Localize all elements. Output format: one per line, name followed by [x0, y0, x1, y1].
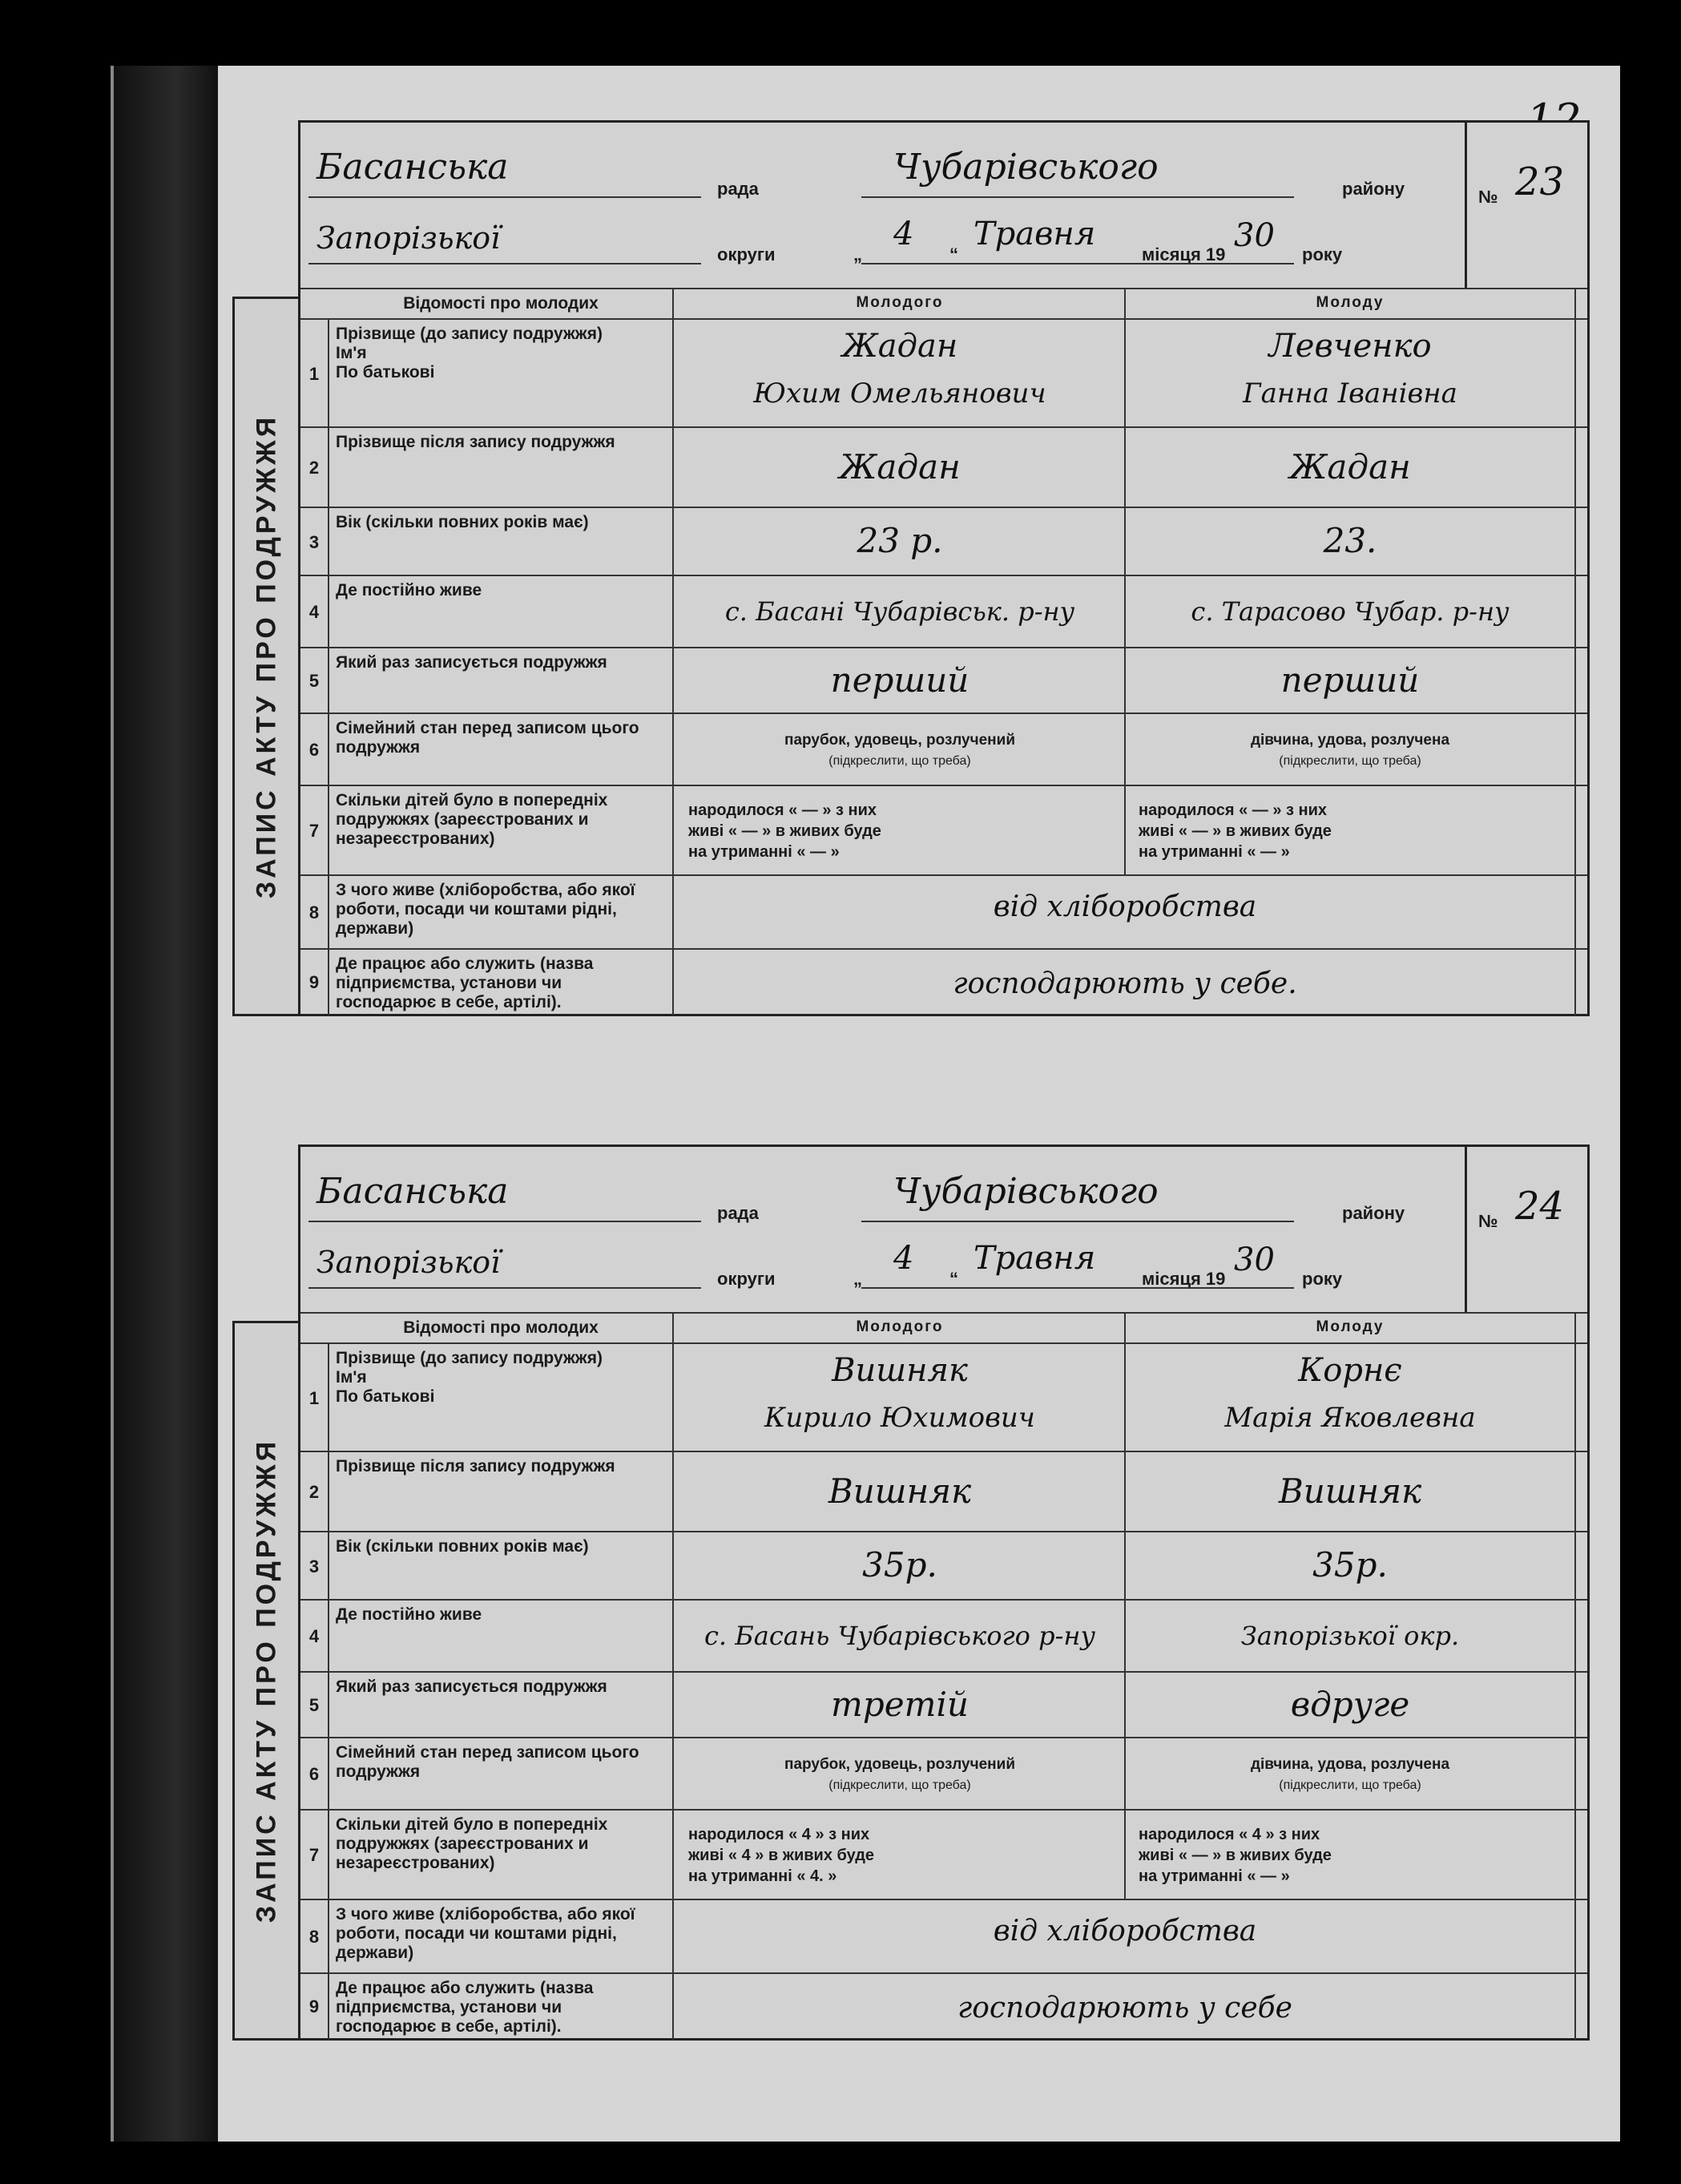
okruha-name: Запорізької	[316, 220, 501, 256]
bride-cell	[1126, 1532, 1576, 1601]
col-bride-cell	[1126, 289, 1576, 320]
bride-value: с. Тарасово Чубар. р-ну	[1191, 596, 1510, 627]
council-name: Басанська	[316, 1171, 509, 1212]
groom-value: перший	[830, 660, 969, 700]
groom-children-alive: живі « 4 » в живих буде	[688, 1847, 875, 1864]
groom-children-supported: на утриманні « 4. »	[688, 1867, 837, 1885]
col-bride: Молоду	[1316, 1318, 1385, 1335]
row-number: 5	[300, 648, 329, 714]
groom-surname: Вишняк	[832, 1352, 968, 1389]
groom-cell	[675, 1811, 1126, 1900]
bride-cell	[1126, 1452, 1576, 1532]
table-row	[300, 874, 1587, 950]
groom-children-born: народилося « — » з них	[688, 801, 877, 819]
row-number: 7	[300, 786, 329, 876]
bride-cell	[1126, 1738, 1576, 1811]
bride-status-note: (підкреслити, що треба)	[1279, 1778, 1421, 1792]
col-groom: Молодого	[856, 1318, 944, 1335]
groom-value: 23 р.	[857, 521, 943, 560]
bride-cell	[1126, 1601, 1576, 1673]
col-bride-cell	[1126, 1314, 1576, 1344]
col-info: Відомості про молодих	[329, 289, 674, 320]
okruha-label: округи	[717, 1269, 776, 1289]
row-number: 8	[300, 876, 329, 950]
row-label: Де працює або служить (назва підприємства, установи чи господарює в себе, артілі).	[329, 950, 674, 1015]
row-label: З чого живе (хліборобства, або якої роботи, посади чи коштами рідні, держави)	[329, 876, 674, 950]
district-name: Чубарівського	[893, 1171, 1159, 1212]
groom-cell	[675, 508, 1126, 576]
month-label: місяця 19	[1142, 1269, 1226, 1289]
bride-value: перший	[1280, 660, 1420, 700]
bride-children-born: народилося « 4 » з них	[1139, 1826, 1320, 1843]
bride-status-options: дівчина, удова, розлучена	[1250, 732, 1450, 749]
col-bride: Молоду	[1316, 294, 1385, 311]
record-year: 30	[1234, 217, 1275, 254]
bride-cell	[1126, 786, 1576, 876]
bride-cell	[1126, 714, 1576, 786]
bride-surname: Корнє	[1298, 1352, 1402, 1389]
number-label: №	[1478, 1211, 1498, 1231]
table-row	[300, 318, 1587, 428]
groom-status-options: парубок, удовець, розлучений	[784, 1756, 1016, 1773]
council-name: Басанська	[316, 147, 509, 188]
shared-value-cell	[675, 1974, 1576, 2040]
groom-status-note: (підкреслити, що треба)	[828, 1778, 971, 1792]
groom-status-note: (підкреслити, що треба)	[828, 754, 971, 768]
council-underline	[308, 196, 701, 198]
groom-cell	[675, 576, 1126, 648]
row-number: 4	[300, 576, 329, 648]
record-day: 4	[893, 1240, 914, 1277]
row-label: Вік (скільки повних років має)	[329, 1532, 674, 1601]
bride-children-alive: живі « — » в живих буде	[1139, 822, 1332, 840]
table-row	[300, 1972, 1587, 2040]
row-label: Скільки дітей було в попередніх подружжях (зареєстрованих и незареєстрованих)	[329, 786, 674, 876]
groom-cell	[675, 1601, 1126, 1673]
table-row	[300, 1671, 1587, 1738]
council-underline	[308, 1221, 701, 1222]
groom-cell	[675, 786, 1126, 876]
groom-surname: Жадан	[841, 328, 958, 365]
col-groom: Молодого	[856, 294, 944, 311]
table-row	[300, 1599, 1587, 1673]
bride-value: Вишняк	[1278, 1471, 1422, 1511]
groom-children-supported: на утриманні « — »	[688, 843, 840, 861]
groom-children-alive: живі « — » в живих буде	[688, 822, 881, 840]
table-row	[300, 785, 1587, 876]
row-number: 3	[300, 508, 329, 576]
row-label: Прізвище (до запису подружжя) Ім'я По батькові	[329, 320, 674, 428]
record-month: Травня	[974, 216, 1096, 252]
bride-cell	[1126, 1344, 1576, 1452]
district-label: району	[1342, 1203, 1405, 1223]
row-label: Вік (скільки повних років має)	[329, 508, 674, 576]
groom-value: Вишняк	[828, 1471, 972, 1511]
bride-given-names: Ганна Іванівна	[1243, 377, 1457, 410]
row-label: Прізвище після запису подружжя	[329, 1452, 674, 1532]
row-label: Сімейний стан перед записом цього подружжя	[329, 1738, 674, 1811]
record-number-box	[1465, 1147, 1587, 1312]
council-label: рада	[717, 179, 759, 199]
row-number: 8	[300, 1900, 329, 1974]
bride-value: вдруге	[1290, 1685, 1410, 1724]
marriage-record-1: Басанська рада Чубарівського району № 23 Запорізької округи „ 4 “ Травня місяця 19 30 року Відомості про молодих Молодого Молоду 1 Прізвище (до запису подружжя) Ім'я По батькові Жадан Юхим Омельянович Левченко Ганна Іванівна 2 Прізвище після запису подружжя Жадан Жадан 3 Вік (скільки повних років має) 23 р. 23. 4 Де постійно живе с. Басані Чубарівськ. р-ну с. Тарасово Чубар. р-ну 5 Який раз записується подружжя перший перший 6 Сімейний стан перед записом цього подружжя парубок, удовець, розлучений (підкреслити, що треба) дівчина, удова, розлучена (підкреслити, що треба) 7 Скільки дітей було в попередніх подружжях (зареєстрованих и незареєстрованих) народилося « — » з них живі « — » в живих буде на утриманні « — » народилося « — » з них живі « — » в живих буде на утриманні « — » 8 З чого живе (хліборобства, або якої роботи, посади чи коштами рідні, держави) від хліборобства 9 Де працює або служить (назва підприємства, установи чи господарює в себе, артілі). господарюють у себе.	[298, 120, 1590, 1016]
row-label: Сімейний стан перед записом цього подружжя	[329, 714, 674, 786]
col-groom-cell	[675, 1314, 1126, 1344]
row-label: Скільки дітей було в попередніх подружжях (зареєстрованих и незареєстрованих)	[329, 1811, 674, 1900]
row-number: 4	[300, 1601, 329, 1673]
date-underline	[861, 1287, 1294, 1289]
district-label: району	[1342, 179, 1405, 199]
bride-value: Запорізької окр.	[1240, 1621, 1460, 1651]
livelihood-value: від хліборобства	[993, 890, 1257, 923]
okruha-underline	[308, 1287, 701, 1289]
table-row	[300, 426, 1587, 508]
record-number: 24	[1515, 1184, 1565, 1229]
row-number: 1	[300, 320, 329, 428]
record-month: Травня	[974, 1240, 1096, 1277]
table-row	[300, 647, 1587, 714]
okruha-underline	[308, 263, 701, 264]
bride-status-options: дівчина, удова, розлучена	[1250, 1756, 1450, 1773]
record-year: 30	[1234, 1241, 1275, 1278]
side-title-strip	[232, 297, 299, 1016]
row-number: 9	[300, 1974, 329, 2040]
col-info: Відомості про молодих	[329, 1314, 674, 1344]
workplace-value: господарюють у себе	[957, 1992, 1292, 2025]
council-label: рада	[717, 1203, 759, 1223]
row-label: Прізвище (до запису подружжя) Ім'я По батькові	[329, 1344, 674, 1452]
groom-value: 35р.	[862, 1545, 937, 1585]
row-number: 7	[300, 1811, 329, 1900]
groom-cell	[675, 428, 1126, 508]
bride-cell	[1126, 508, 1576, 576]
groom-cell	[675, 320, 1126, 428]
shared-value-cell	[675, 1900, 1576, 1974]
groom-cell	[675, 714, 1126, 786]
side-title-strip	[232, 1321, 299, 2041]
groom-cell	[675, 1344, 1126, 1452]
side-title: ЗАПИС АКТУ ПРО ПОДРУЖЖЯ	[251, 1438, 282, 1924]
groom-cell	[675, 1532, 1126, 1601]
row-label: Де постійно живе	[329, 1601, 674, 1673]
table-row	[300, 713, 1587, 786]
bride-cell	[1126, 648, 1576, 714]
groom-cell	[675, 1452, 1126, 1532]
marriage-record-2: Басанська рада Чубарівського району № 24 Запорізької округи „ 4 “ Травня місяця 19 30 року Відомості про молодих Молодого Молоду 1 Прізвище (до запису подружжя) Ім'я По батькові Вишняк Кирило Юхимович Корнє Марія Яковлевна 2 Прізвище після запису подружжя Вишняк Вишняк 3 Вік (скільки повних років має) 35р. 35р. 4 Де постійно живе с. Басань Чубарівського р-ну Запорізької окр. 5 Який раз записується подружжя третій вдруге 6 Сімейний стан перед записом цього подружжя парубок, удовець, розлучений (підкреслити, що треба) дівчина, удова, розлучена (підкреслити, що треба) 7 Скільки дітей було в попередніх подружжях (зареєстрованих и незареєстрованих) народилося « 4 » з них живі « 4 » в живих буде на утриманні « 4. » народилося « 4 » з них живі « — » в живих буде на утриманні « — » 8 З чого живе (хліборобства, або якої роботи, посади чи коштами рідні, держави) від хліборобства 9 Де працює або служить (назва підприємства, установи чи господарює в себе, артілі). господарюють у себе	[298, 1144, 1590, 2041]
table-row	[300, 1737, 1587, 1811]
row-number: 5	[300, 1673, 329, 1738]
record-number-box	[1465, 123, 1587, 288]
column-header-row	[300, 288, 1587, 320]
row-number: 6	[300, 1738, 329, 1811]
bride-children-alive: живі « — » в живих буде	[1139, 1847, 1332, 1864]
record-day: 4	[893, 216, 914, 252]
row-label: Де працює або служить (назва підприємства, установи чи господарює в себе, артілі).	[329, 1974, 674, 2040]
table-row	[300, 1342, 1587, 1452]
table-row	[300, 1451, 1587, 1532]
bride-value: 35р.	[1312, 1545, 1388, 1585]
groom-cell	[675, 1673, 1126, 1738]
shared-value-cell	[675, 876, 1576, 950]
bride-cell	[1126, 1673, 1576, 1738]
groom-given-names: Юхим Омельянович	[753, 377, 1046, 410]
book-binding	[114, 66, 218, 2142]
bride-given-names: Марія Яковлевна	[1224, 1402, 1476, 1434]
table-row	[300, 1809, 1587, 1900]
bride-value: 23.	[1323, 521, 1377, 560]
groom-cell	[675, 648, 1126, 714]
table-row	[300, 575, 1587, 648]
record-number: 23	[1515, 159, 1565, 204]
year-label: року	[1302, 244, 1343, 264]
workplace-value: господарюють у себе.	[953, 967, 1297, 1000]
table-row	[300, 507, 1587, 576]
row-label: Прізвище після запису подружжя	[329, 428, 674, 508]
col-groom-cell	[675, 289, 1126, 320]
row-number: 2	[300, 1452, 329, 1532]
row-number: 6	[300, 714, 329, 786]
number-label: №	[1478, 187, 1498, 207]
table-row	[300, 1531, 1587, 1601]
bride-cell	[1126, 428, 1576, 508]
groom-value: Жадан	[839, 447, 961, 486]
side-title: ЗАПИС АКТУ ПРО ПОДРУЖЖЯ	[251, 414, 282, 899]
row-number: 3	[300, 1532, 329, 1601]
shared-value-cell	[675, 950, 1576, 1015]
groom-value: с. Басань Чубарівського р-ну	[703, 1621, 1096, 1651]
table-row	[300, 948, 1587, 1015]
district-underline	[861, 196, 1294, 198]
okruha-label: округи	[717, 244, 776, 264]
groom-given-names: Кирило Юхимович	[764, 1402, 1035, 1434]
okruha-name: Запорізької	[316, 1245, 501, 1280]
date-underline	[861, 263, 1294, 264]
row-label: Який раз записується подружжя	[329, 1673, 674, 1738]
row-label: Де постійно живе	[329, 576, 674, 648]
bride-cell	[1126, 320, 1576, 428]
district-underline	[861, 1221, 1294, 1222]
groom-value: с. Басані Чубарівськ. р-ну	[724, 596, 1075, 627]
bride-children-born: народилося « — » з них	[1139, 801, 1328, 819]
row-label: Який раз записується подружжя	[329, 648, 674, 714]
row-label: З чого живе (хліборобства, або якої роботи, посади чи коштами рідні, держави)	[329, 1900, 674, 1974]
groom-value: третій	[831, 1685, 969, 1724]
groom-status-options: парубок, удовець, розлучений	[784, 732, 1016, 749]
groom-children-born: народилося « 4 » з них	[688, 1826, 870, 1843]
groom-cell	[675, 1738, 1126, 1811]
month-label: місяця 19	[1142, 244, 1226, 264]
year-label: року	[1302, 1269, 1343, 1289]
livelihood-value: від хліборобства	[993, 1915, 1257, 1948]
table-row	[300, 1899, 1587, 1974]
bride-cell	[1126, 1811, 1576, 1900]
row-number: 1	[300, 1344, 329, 1452]
bride-value: Жадан	[1289, 447, 1411, 486]
column-header-row	[300, 1312, 1587, 1344]
bride-surname: Левченко	[1268, 328, 1432, 365]
bride-children-supported: на утриманні « — »	[1139, 843, 1290, 861]
bride-status-note: (підкреслити, що треба)	[1279, 754, 1421, 768]
bride-children-supported: на утриманні « — »	[1139, 1867, 1290, 1885]
row-number: 2	[300, 428, 329, 508]
row-number: 9	[300, 950, 329, 1015]
bride-cell	[1126, 576, 1576, 648]
district-name: Чубарівського	[893, 147, 1159, 188]
